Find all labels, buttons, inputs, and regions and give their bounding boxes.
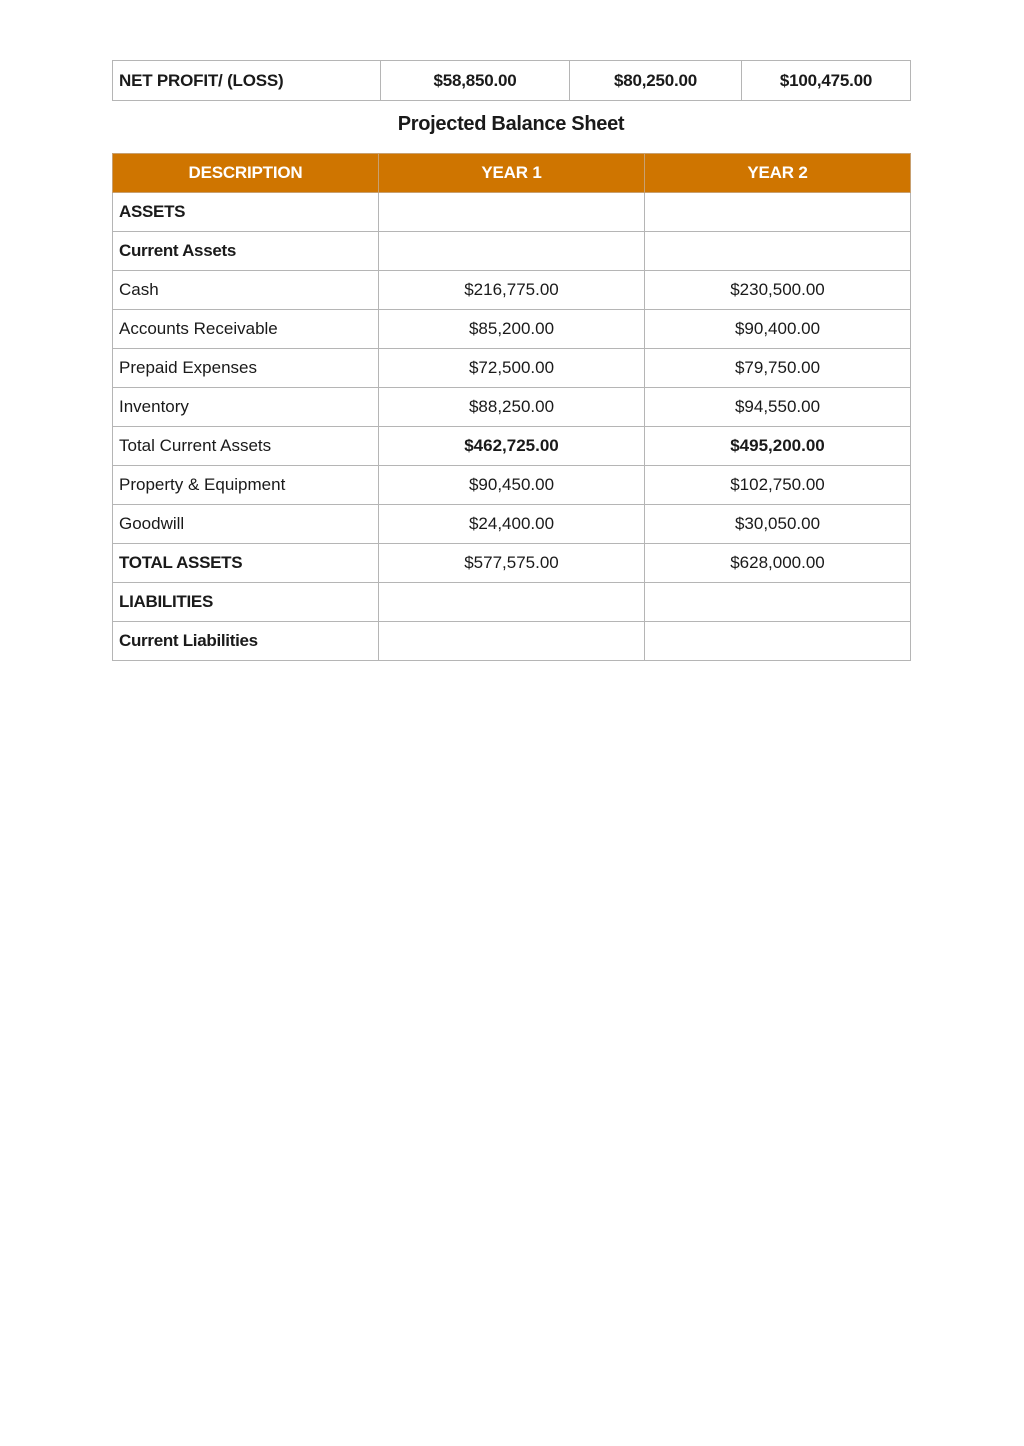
year-1-value: $90,450.00 — [379, 466, 645, 505]
row-label: Accounts Receivable — [113, 310, 379, 349]
year-1-value — [379, 583, 645, 622]
section-title: Projected Balance Sheet — [397, 113, 625, 135]
table-row — [113, 271, 911, 310]
table-header-row — [113, 154, 911, 193]
net-profit-table — [112, 60, 911, 101]
year-1-value: $577,575.00 — [379, 544, 645, 583]
row-label: TOTAL ASSETS — [113, 544, 379, 583]
year-2-value — [645, 232, 911, 271]
year-2-value: $495,200.00 — [645, 427, 911, 466]
year-1-value: $24,400.00 — [379, 505, 645, 544]
table-row — [113, 310, 911, 349]
balance-sheet-table — [112, 153, 911, 661]
year-2-value: $30,050.00 — [645, 505, 911, 544]
year-2-value: $628,000.00 — [645, 544, 911, 583]
year-2-value — [645, 193, 911, 232]
column-header-year-1: YEAR 1 — [379, 154, 645, 193]
column-header-description: DESCRIPTION — [113, 154, 379, 193]
table-row — [113, 583, 911, 622]
row-label: Prepaid Expenses — [113, 349, 379, 388]
column-header-year-2: YEAR 2 — [645, 154, 911, 193]
table-row — [113, 622, 911, 661]
year-1-value: $72,500.00 — [379, 349, 645, 388]
net-profit-row — [113, 61, 911, 101]
year-2-value: $90,400.00 — [645, 310, 911, 349]
table-row — [113, 388, 911, 427]
row-label: LIABILITIES — [113, 583, 379, 622]
net-profit-value: $80,250.00 — [570, 61, 742, 101]
table-row — [113, 232, 911, 271]
year-2-value: $79,750.00 — [645, 349, 911, 388]
year-2-value — [645, 583, 911, 622]
year-1-value — [379, 622, 645, 661]
table-row — [113, 544, 911, 583]
table-row — [113, 466, 911, 505]
row-label: Inventory — [113, 388, 379, 427]
net-profit-label: NET PROFIT/ (LOSS) — [113, 61, 381, 101]
year-1-value: $216,775.00 — [379, 271, 645, 310]
row-label: Current Assets — [113, 232, 379, 271]
year-1-value: $88,250.00 — [379, 388, 645, 427]
year-1-value: $462,725.00 — [379, 427, 645, 466]
table-row — [113, 349, 911, 388]
row-label: Current Liabilities — [113, 622, 379, 661]
row-label: Total Current Assets — [113, 427, 379, 466]
table-row — [113, 193, 911, 232]
table-row — [113, 427, 911, 466]
year-1-value: $85,200.00 — [379, 310, 645, 349]
row-label: Cash — [113, 271, 379, 310]
year-2-value — [645, 622, 911, 661]
table-row — [113, 505, 911, 544]
row-label: Goodwill — [113, 505, 379, 544]
year-2-value: $94,550.00 — [645, 388, 911, 427]
row-label: ASSETS — [113, 193, 379, 232]
row-label: Property & Equipment — [113, 466, 379, 505]
net-profit-value: $58,850.00 — [381, 61, 570, 101]
year-2-value: $102,750.00 — [645, 466, 911, 505]
net-profit-value: $100,475.00 — [742, 61, 911, 101]
year-1-value — [379, 232, 645, 271]
year-2-value: $230,500.00 — [645, 271, 911, 310]
year-1-value — [379, 193, 645, 232]
